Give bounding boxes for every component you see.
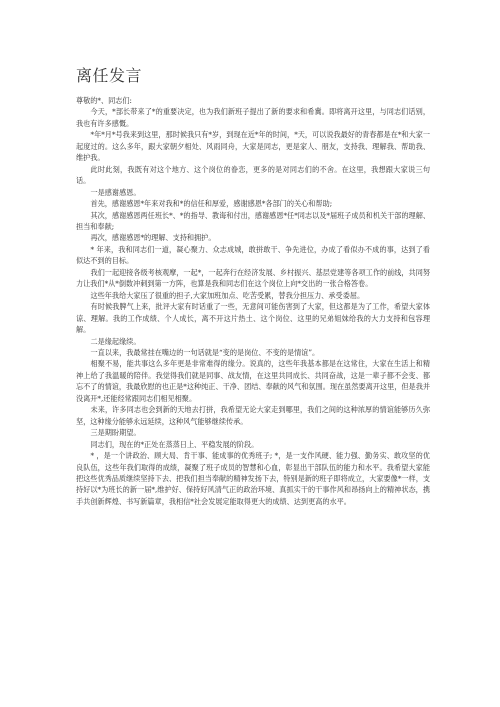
- paragraph: 今天，*部长带来了*的重要决定，也为我们新班子提出了新的要求和希冀。即将离开这里，与同志们话别，我也有许多感慨。: [76, 107, 430, 128]
- paragraph: 一直以来，我最常挂在嘴边的一句话就是“变的是岗位、不变的是情谊”。: [90, 347, 320, 357]
- paragraph: 相聚不易，能共事这么多年更是非常难得的缘分。说真的，这些年我基本都是在这常住，大家在生活上和精神上给了我温暖的陪伴。我觉得我们就是同事、战友情，在这里共同成长、共同奋战，这是一辈子都不会变、都忘不了的情谊，我最欣慰的也正是*这种纯正、干净、团结、奉献的风气和氛围。现在虽然要离开这里，但是我并没离开*,还能经常跟同志们相见相聚。: [76, 359, 430, 403]
- paragraph: 同志们，现在的*正处在蒸蒸日上、平稳发展的阶段。: [90, 439, 259, 449]
- section-heading: 三是期盼期望。: [90, 428, 141, 438]
- paragraph: 这些年我给大家压了很重的担子,大家加班加点、吃苦受累，替我分担压力、承受委屈。: [90, 290, 365, 300]
- document-title: 离任发言: [76, 66, 143, 85]
- paragraph: 再次，感谢感恩*的理解、支持和拥护。: [90, 233, 216, 243]
- paragraph: * ，是一个讲政治、顾大局、肯干事、能成事的优秀班子; *，是一支作风硬、能力强、勤务实、敢攻坚的优良队伍，这些年我们取得的成绩，凝聚了班子成员的智慧和心血，彰显出干部队伍的能力和水平。我希望大家能把这些优秀品质继续坚持下去、把我们担当奉献的精神发扬下去，特别是新的班子即将成立，大家要像*一样，支持好以*为班长的新一届*,维护好、保持好风清气正的政治环境、真抓实干的干事作风和昂扬向上的精神状态，携手共创新辉煌、书写新篇章，我相信*社会发展定能取得更大的成绩、达到更高的水平。: [76, 451, 430, 506]
- section-heading: 一是感谢感恩。: [90, 187, 141, 197]
- paragraph: * 年来，我和同志们一道，凝心聚力、众志成城，敢拼敢干、争先进位，办成了看似办不成的事，达到了看似达不到的目标。: [76, 244, 430, 266]
- document-page: [76, 66, 430, 507]
- paragraph: 我们一起迎接各级考核观摩，一起*，一起奔行在经济发展、乡村振兴、基层党建等各项工作的前线，共同努力让我们*从*倒数冲刺到第一方阵，也算是我和同志们在这个岗位上向*交出的一张合格答卷。: [76, 267, 430, 289]
- salutation: 尊敬的*、同志们:: [76, 96, 132, 105]
- paragraph: 其次，感谢感恩两任班长*、*的指导、教诲和付出，感谢感恩*任*同志以及*届班子成员和机关干部的理解、担当和奉献;: [76, 210, 430, 231]
- section-heading: 二是缘起缘续。: [90, 336, 141, 346]
- paragraph: 首先，感谢感恩*年来对我和*的信任和厚爱，感谢感恩*各部门的关心和帮助;: [90, 199, 333, 209]
- paragraph: 未来，许多同志也会到新的天地去打拼，我希望无论大家走到哪里，我们之间的这种浓厚的情谊能够历久弥坚，这种缘分能够永远延续，这种风气能够继续传承。: [76, 405, 430, 426]
- paragraph: *年*月*号我来到这里，那时候我只有*岁，到现在近*年的时间，*天，可以说我最好的青春都是在*和大家一起度过的。这么多年，跟大家朝夕相处、风雨同舟，大家是同志，更是家人、朋友，支持我、理解我、帮助我、维护我。: [76, 130, 430, 163]
- paragraph: 此时此刻，我既有对这个地方、这个岗位的眷恋，更多的是对同志们的不舍。在这里，我想跟大家说三句话。: [76, 164, 430, 186]
- paragraph: 有时候我脾气上来，批评大家有时话重了一些，无意间可能伤害到了大家，但这都是为了工作，希望大家体谅、理解。我的工作成绩、个人成长，离不开这片热土、这个岗位、这里的兄弟姐妹给我的大力支持和包容理解。: [76, 302, 430, 335]
